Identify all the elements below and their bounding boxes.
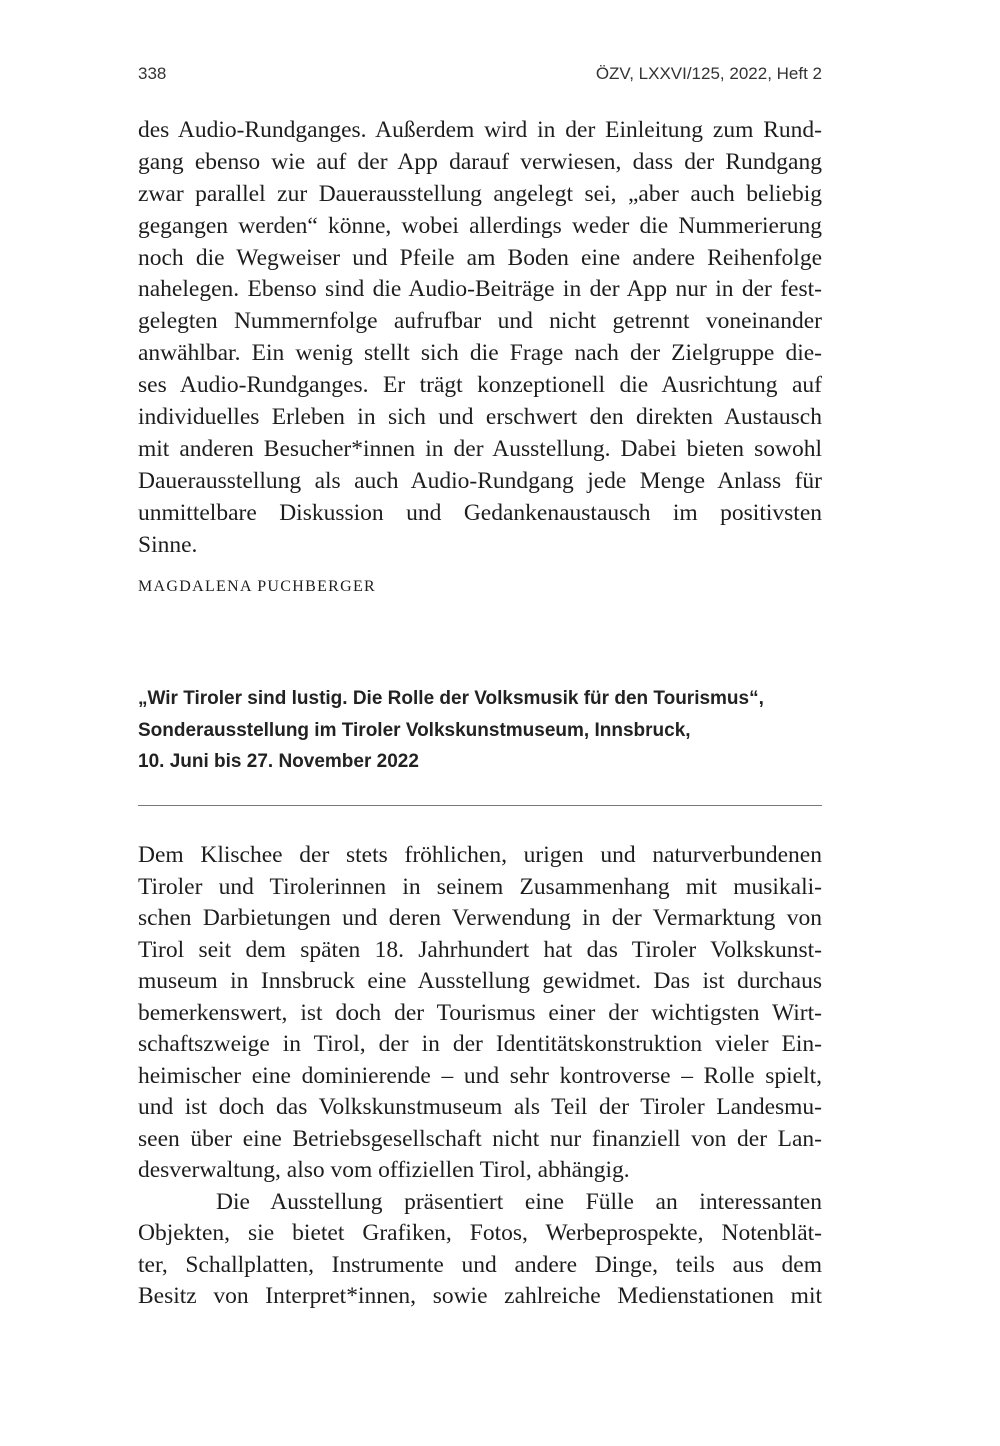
text-line: Dem Klischee der stets fröhlichen, urigen und naturverbundenen [138,842,822,868]
text-line: Die Ausstellung präsentiert eine Fülle an interessanten [216,1188,822,1215]
text-line: und ist doch das Volkskunstmuseum als Teil der Tiroler Landesmu- [138,1094,822,1120]
text-line: nahelegen. Ebenso sind die Audio-Beiträge in der App nur in der fest- [138,276,822,303]
text-line: heimischer eine dominierende – und sehr kontroverse – Rolle spielt, [138,1062,822,1089]
title-line: „Wir Tiroler sind lustig. Die Rolle der Volksmusik für den Tourismus“, [138,688,764,709]
text-line: Objekten, sie bietet Grafiken, Fotos, Werbeprospekte, Notenblät- [138,1220,822,1246]
text-line: Tiroler und Tirolerinnen in seinem Zusammenhang mit musikali- [138,873,822,900]
text-line: ses Audio-Rundganges. Er trägt konzeptionell die Ausrichtung auf [138,372,822,399]
text-line: individuelles Erleben in sich und erschwert den direkten Austausch [138,404,822,431]
text-line: unmittelbare Diskussion und Gedankenaustausch im positivsten [138,499,822,526]
text-line: schaftszweige in Tirol, der in der Identitätskonstruktion vieler Ein- [138,1031,822,1057]
text-line: ter, Schallplatten, Instrumente und andere Dinge, teils aus dem [138,1251,822,1278]
page-number: 338 [138,64,167,83]
running-header: ÖZV, LXXVI/125, 2022, Heft 2 [595,64,822,83]
review-continuation-text [138,115,822,561]
text-line: zwar parallel zur Dauerausstellung angelegt sei, „aber auch beliebig [138,180,822,207]
review-body-text [138,840,822,1313]
review-title [138,683,764,778]
text-line: mit anderen Besucher*innen in der Ausstellung. Dabei bieten sowohl [138,435,822,462]
text-line: museum in Innsbruck eine Ausstellung gewidmet. Das ist durchaus [138,968,822,994]
author-name: MAGDALENA PUCHBERGER [138,578,377,595]
text-line: Tirol seit dem späten 18. Jahrhundert hat das Tiroler Volkskunst- [138,936,822,963]
text-line: schen Darbietungen und deren Verwendung in der Vermarktung von [138,905,822,931]
title-line: Sonderausstellung im Tiroler Volkskunstmuseum, Innsbruck, [138,719,691,741]
text-line: gelegten Nummernfolge aufrufbar und nicht getrennt voneinander [138,308,822,335]
text-line: gegangen werden“ könne, wobei allerdings weder die Nummerierung [138,212,822,239]
title-line: 10. Juni bis 27. November 2022 [138,751,419,772]
text-line: noch die Wegweiser und Pfeile am Boden eine andere Reihenfolge [138,244,822,271]
text-line: anwählbar. Ein wenig stellt sich die Frage nach der Zielgruppe die- [138,340,822,367]
text-line: bemerkenswert, ist doch der Tourismus einer der wichtigsten Wirt- [138,999,822,1026]
text-line: Besitz von Interpret*innen, sowie zahlreiche Medienstationen mit [138,1283,822,1309]
text-line: desverwaltung, also vom offiziellen Tirol, abhängig. [138,1157,630,1183]
text-line: des Audio-Rundganges. Außerdem wird in der Einleitung zum Rund- [138,117,822,143]
text-line: Sinne. [138,531,198,558]
divider-rule [138,805,822,806]
text-line: Dauerausstellung als auch Audio-Rundgang jede Menge Anlass für [138,467,822,494]
text-line: gang ebenso wie auf der App darauf verwiesen, dass der Rundgang [138,148,822,175]
text-line: seen über eine Betriebsgesellschaft nicht nur finanziell von der Lan- [138,1125,822,1152]
